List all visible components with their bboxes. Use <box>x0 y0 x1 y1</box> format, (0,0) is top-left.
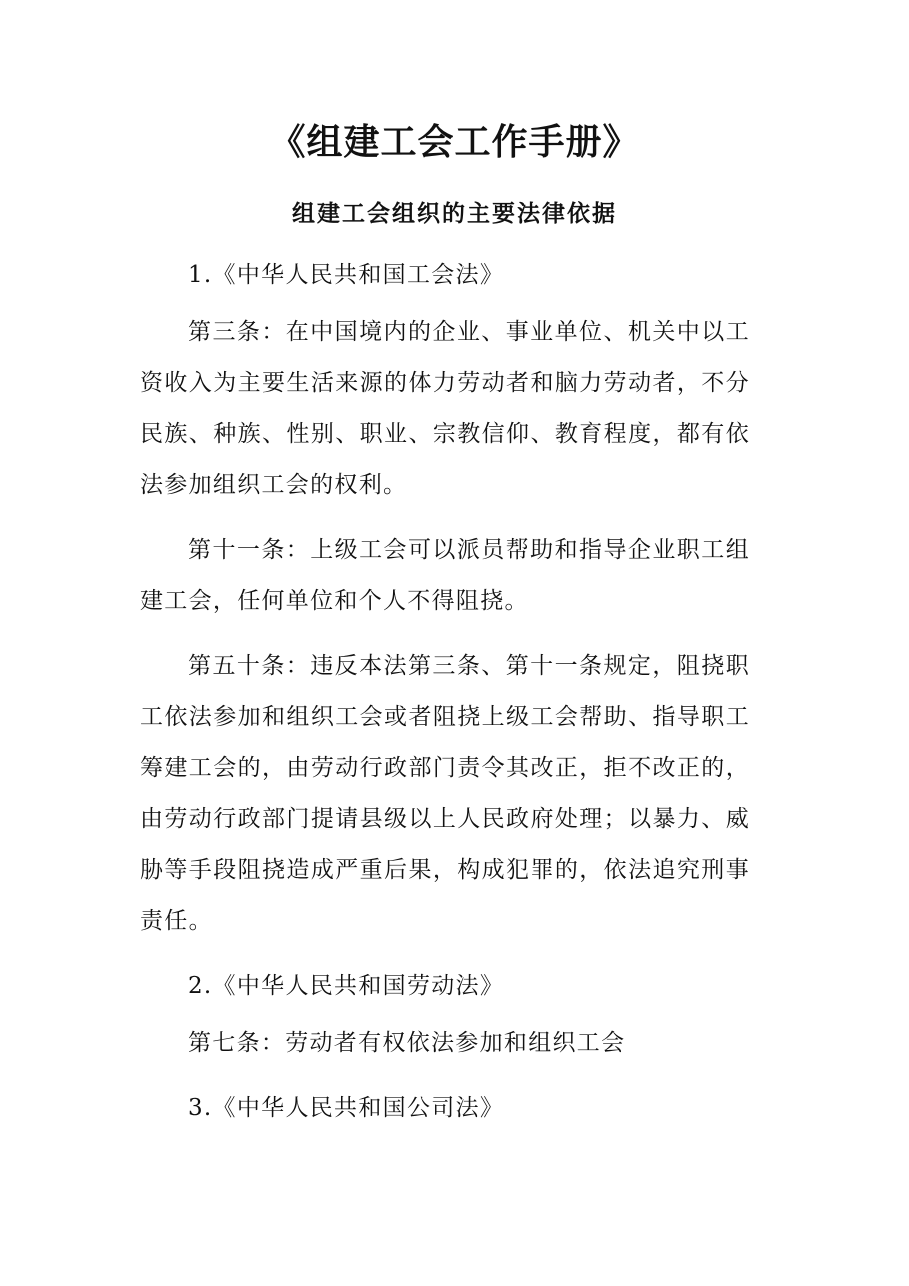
law-heading-labor-law: 2.《中华人民共和国劳动法》 <box>188 973 505 999</box>
article-3-paragraph: 第三条：在中国境内的企业、事业单位、机关中以工资收入为主要生活来源的体力劳动者和脑力劳动者，不分民族、种族、性别、职业、宗教信仰、教育程度，都有依法参加组织工会的权利。 <box>140 319 750 498</box>
article-50-paragraph: 第五十条：违反本法第三条、第十一条规定，阻挠职工依法参加和组织工会或者阻挠上级工会帮助、指导职工筹建工会的，由劳动行政部门责令其改正，拒不改正的，由劳动行政部门提请县级以上人民政府处理；以暴力、威胁等手段阻挠造成严重后果，构成犯罪的，依法追究刑事责任。 <box>140 653 750 934</box>
document-subtitle: 组建工会组织的主要法律依据 <box>292 200 617 227</box>
law-heading-company-law: 3.《中华人民共和国公司法》 <box>188 1095 505 1121</box>
article-7-paragraph: 第七条：劳动者有权依法参加和组织工会 <box>188 1030 626 1056</box>
document-body <box>140 250 750 1140</box>
article-11-paragraph: 第十一条：上级工会可以派员帮助和指导企业职工组建工会，任何单位和个人不得阻挠。 <box>140 537 750 614</box>
document-title: 《组建工会工作手册》 <box>269 121 640 163</box>
law-heading-trade-union-law: 1.《中华人民共和国工会法》 <box>188 262 505 288</box>
